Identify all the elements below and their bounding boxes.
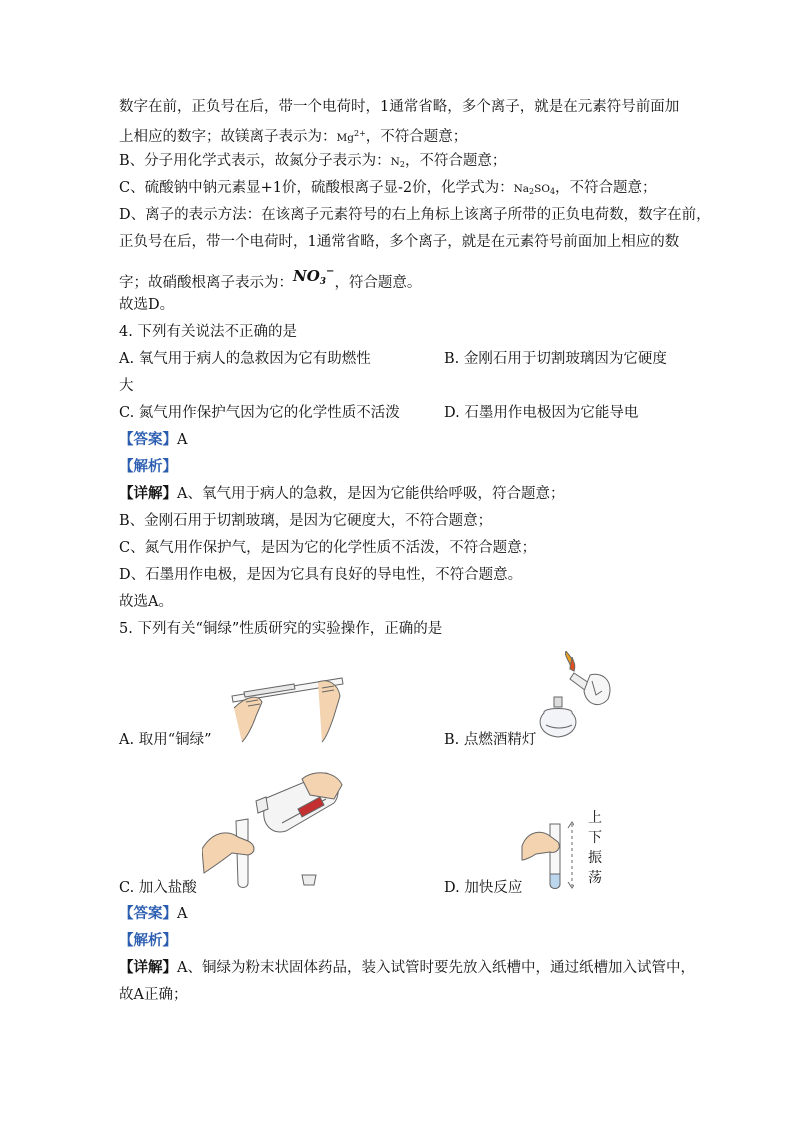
q4-conclusion: 故选A。 — [119, 594, 173, 610]
figure-c-pouring-acid — [202, 769, 350, 891]
explanation-d-line-3: 字；故硝酸根离子表示为：$NO_3^-$，符合题意。 — [119, 266, 422, 291]
q4-explanation-b: B、金刚石用于切割玻璃，是因为它硬度大，不符合题意； — [119, 513, 493, 529]
explanation-b: B、分子用化学式表示，故氮分子表示为：$N_2$，不符合题意； — [119, 153, 507, 169]
q4-detail: 【详解】A、氧气用于病人的急救，是因为它能供给呼吸，符合题意； — [119, 485, 565, 502]
q4-explanation-d: D、石墨用作电极，是因为它具有良好的导电性，不符合题意。 — [119, 567, 523, 583]
figure-b-alcohol-lamps — [534, 651, 616, 743]
q4-option-c: C. 氮气用作保护气因为它的化学性质不活泼 — [119, 405, 400, 421]
q5-option-c: C. 加入盐酸 — [119, 880, 197, 896]
q5-detail-cont: 故A正确； — [119, 987, 188, 1003]
q5-option-a: A. 取用“铜绿” — [119, 732, 212, 748]
q4-option-b: B. 金刚石用于切割玻璃因为它硬度 — [444, 351, 667, 367]
explanation-c: C、硫酸钠中钠元素显+1价，硫酸根离子显-2价，化学式为：$Na_2SO_4$，不符合题意； — [119, 180, 657, 196]
q5-answer: 【答案】A — [119, 905, 188, 922]
q4-option-b-cont: 大 — [119, 378, 134, 394]
nitrate-formula: $NO_3^-$ — [293, 266, 335, 287]
q5-option-b: B. 点燃酒精灯 — [444, 732, 537, 748]
figure-a-paper-trough — [222, 656, 354, 744]
q5-option-d: D. 加快反应 — [444, 880, 523, 896]
mg-ion-line-1: 数字在前，正负号在后，带一个电荷时，1通常省略，多个离子，就是在元素符号前面加 — [119, 99, 680, 115]
explanation-d-line-1: D、离子的表示方法：在该离子元素符号的右上角标上该离子所带的正负电荷数，数字在前， — [119, 207, 711, 223]
q4-stem: 4. 下列有关说法不正确的是 — [119, 324, 297, 340]
q4-answer: 【答案】A — [119, 431, 188, 448]
q5-detail: 【详解】A、铜绿为粉末状固体药品，装入试管时要先放入纸槽中，通过纸槽加入试管中， — [119, 959, 695, 976]
shake-direction-label: 上 下 振 荡 — [588, 810, 602, 886]
q4-option-a: A. 氧气用于病人的急救因为它有助燃性 — [119, 351, 371, 367]
q5-stem: 5. 下列有关“铜绿”性质研究的实验操作，正确的是 — [119, 621, 443, 637]
figure-d-shaking-tube — [520, 820, 574, 892]
q5-analysis-heading: 【解析】 — [119, 932, 177, 949]
q4-option-d: D. 石墨用作电极因为它能导电 — [444, 405, 639, 421]
conclusion-q3: 故选D。 — [119, 297, 175, 313]
mg-ion-line-2: 上相应的数字；故镁离子表示为：$Mg^{2+}$，不符合题意； — [119, 129, 468, 145]
q4-analysis-heading: 【解析】 — [119, 458, 177, 475]
q4-explanation-c: C、氮气用作保护气，是因为它的化学性质不活泼，不符合题意； — [119, 540, 537, 556]
explanation-d-line-2: 正负号在后，带一个电荷时，1通常省略，多个离子，就是在元素符号前面加上相应的数 — [119, 234, 680, 250]
